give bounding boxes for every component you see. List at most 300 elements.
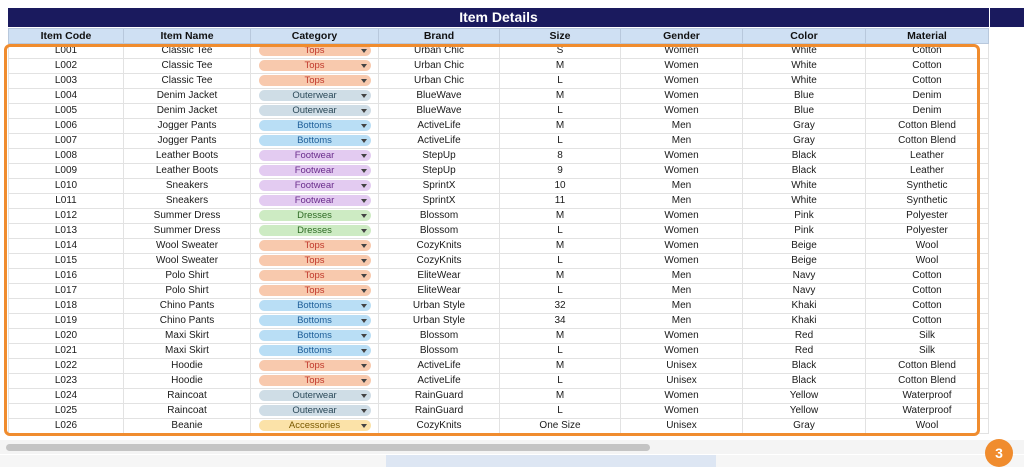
cell-item-code[interactable]: L014 [9, 239, 124, 254]
cell-item-code[interactable]: L018 [9, 299, 124, 314]
category-dropdown-chip[interactable] [259, 270, 371, 281]
cell-brand[interactable]: StepUp [379, 149, 500, 164]
cell-color[interactable]: White [743, 59, 866, 74]
cell-brand[interactable]: Urban Chic [379, 74, 500, 89]
cell-item-name[interactable]: Chino Pants [124, 299, 251, 314]
category-chip-label: Tops [304, 269, 325, 281]
cell-category[interactable] [251, 299, 379, 314]
category-dropdown-chip[interactable] [259, 45, 371, 56]
cell-size[interactable]: 9 [500, 164, 621, 179]
cell-item-name[interactable]: Jogger Pants [124, 119, 251, 134]
cell-size[interactable]: L [500, 254, 621, 269]
dropdown-arrow-icon[interactable] [361, 169, 367, 173]
cell-item-code[interactable]: L023 [9, 374, 124, 389]
cell-material[interactable]: Silk [866, 344, 989, 359]
cell-gender[interactable]: Men [621, 194, 743, 209]
cell-size[interactable]: M [500, 89, 621, 104]
cell-item-code[interactable]: L002 [9, 59, 124, 74]
dropdown-arrow-icon[interactable] [361, 184, 367, 188]
cell-item-name[interactable]: Polo Shirt [124, 284, 251, 299]
dropdown-arrow-icon[interactable] [361, 94, 367, 98]
category-dropdown-chip[interactable] [259, 195, 371, 206]
cell-brand[interactable]: Urban Chic [379, 44, 500, 59]
dropdown-arrow-icon[interactable] [361, 289, 367, 293]
cell-gender[interactable]: Women [621, 74, 743, 89]
cell-color[interactable]: Blue [743, 89, 866, 104]
cell-item-name[interactable]: Wool Sweater [124, 239, 251, 254]
cell-brand[interactable]: Blossom [379, 344, 500, 359]
cell-item-name[interactable]: Denim Jacket [124, 89, 251, 104]
cell-size[interactable]: M [500, 329, 621, 344]
cell-color[interactable]: Black [743, 164, 866, 179]
category-dropdown-chip[interactable] [259, 375, 371, 386]
cell-item-code[interactable]: L005 [9, 104, 124, 119]
cell-color[interactable]: White [743, 74, 866, 89]
cell-item-code[interactable]: L012 [9, 209, 124, 224]
dropdown-arrow-icon[interactable] [361, 319, 367, 323]
cell-item-code[interactable]: L017 [9, 284, 124, 299]
table-body [9, 44, 989, 434]
category-dropdown-chip[interactable] [259, 135, 371, 146]
category-dropdown-chip[interactable] [259, 90, 371, 101]
cell-gender[interactable]: Women [621, 404, 743, 419]
cell-category[interactable] [251, 209, 379, 224]
cell-color[interactable]: Blue [743, 104, 866, 119]
dropdown-arrow-icon[interactable] [361, 109, 367, 113]
dropdown-arrow-icon[interactable] [361, 274, 367, 278]
cell-size[interactable]: 11 [500, 194, 621, 209]
dropdown-arrow-icon[interactable] [361, 199, 367, 203]
cell-item-code[interactable]: L013 [9, 224, 124, 239]
category-chip-label: Bottoms [297, 329, 332, 341]
cell-item-name[interactable]: Classic Tee [124, 74, 251, 89]
cell-material[interactable]: Wool [866, 239, 989, 254]
cell-gender[interactable]: Unisex [621, 374, 743, 389]
cell-item-code[interactable]: L003 [9, 74, 124, 89]
category-dropdown-chip[interactable] [259, 105, 371, 116]
dropdown-arrow-icon[interactable] [361, 394, 367, 398]
dropdown-arrow-icon[interactable] [361, 229, 367, 233]
cell-material[interactable]: Synthetic [866, 194, 989, 209]
cell-item-code[interactable]: L010 [9, 179, 124, 194]
cell-item-code[interactable]: L020 [9, 329, 124, 344]
cell-item-name[interactable]: Classic Tee [124, 44, 251, 59]
header-material[interactable]: Material [866, 29, 989, 44]
cell-item-code[interactable]: L022 [9, 359, 124, 374]
cell-item-name[interactable]: Maxi Skirt [124, 329, 251, 344]
cell-material[interactable]: Cotton Blend [866, 359, 989, 374]
cell-gender[interactable]: Unisex [621, 419, 743, 434]
cell-item-code[interactable]: L001 [9, 44, 124, 59]
cell-brand[interactable]: Urban Chic [379, 59, 500, 74]
cell-size[interactable]: M [500, 119, 621, 134]
cell-gender[interactable]: Unisex [621, 359, 743, 374]
cell-size[interactable]: 10 [500, 179, 621, 194]
table-row [9, 209, 989, 224]
table-row [9, 389, 989, 404]
header-brand[interactable]: Brand [379, 29, 500, 44]
dropdown-arrow-icon[interactable] [361, 79, 367, 83]
cell-material[interactable]: Cotton [866, 74, 989, 89]
cell-brand[interactable]: EliteWear [379, 284, 500, 299]
cell-color[interactable]: Gray [743, 134, 866, 149]
cell-material[interactable]: Cotton [866, 299, 989, 314]
category-dropdown-chip[interactable] [259, 255, 371, 266]
cell-gender[interactable]: Women [621, 149, 743, 164]
cell-gender[interactable]: Women [621, 239, 743, 254]
cell-material[interactable]: Leather [866, 164, 989, 179]
cell-category[interactable] [251, 269, 379, 284]
table-row [9, 89, 989, 104]
header-size[interactable]: Size [500, 29, 621, 44]
cell-material[interactable]: Cotton [866, 314, 989, 329]
dropdown-arrow-icon[interactable] [361, 334, 367, 338]
cell-material[interactable]: Cotton Blend [866, 134, 989, 149]
cell-gender[interactable]: Men [621, 179, 743, 194]
cell-category[interactable] [251, 374, 379, 389]
cell-color[interactable]: Black [743, 374, 866, 389]
dropdown-arrow-icon[interactable] [361, 379, 367, 383]
cell-size[interactable]: M [500, 389, 621, 404]
cell-brand[interactable]: Urban Style [379, 299, 500, 314]
table-row [9, 179, 989, 194]
cell-item-name[interactable]: Wool Sweater [124, 254, 251, 269]
cell-brand[interactable]: ActiveLife [379, 359, 500, 374]
cell-category[interactable] [251, 224, 379, 239]
cell-gender[interactable]: Women [621, 254, 743, 269]
cell-item-name[interactable]: Raincoat [124, 389, 251, 404]
category-chip-label: Outerwear [292, 389, 337, 401]
cell-item-code[interactable]: L004 [9, 89, 124, 104]
cell-material[interactable]: Cotton [866, 44, 989, 59]
category-dropdown-chip[interactable] [259, 75, 371, 86]
header-color[interactable]: Color [743, 29, 866, 44]
category-dropdown-chip[interactable] [259, 300, 371, 311]
cell-size[interactable]: M [500, 269, 621, 284]
cell-brand[interactable]: ActiveLife [379, 134, 500, 149]
category-chip-label: Tops [304, 359, 325, 371]
cell-brand[interactable]: EliteWear [379, 269, 500, 284]
dropdown-arrow-icon[interactable] [361, 304, 367, 308]
cell-gender[interactable]: Men [621, 269, 743, 284]
cell-category[interactable] [251, 104, 379, 119]
cell-brand[interactable]: CozyKnits [379, 419, 500, 434]
dropdown-arrow-icon[interactable] [361, 124, 367, 128]
cell-item-code[interactable]: L025 [9, 404, 124, 419]
cell-material[interactable]: Wool [866, 419, 989, 434]
cell-item-name[interactable]: Summer Dress [124, 224, 251, 239]
category-dropdown-chip[interactable] [259, 315, 371, 326]
category-dropdown-chip[interactable] [259, 420, 371, 431]
category-chip-label: Bottoms [297, 134, 332, 146]
cell-size[interactable]: 8 [500, 149, 621, 164]
cell-category[interactable] [251, 284, 379, 299]
cell-item-code[interactable]: L021 [9, 344, 124, 359]
cell-category[interactable] [251, 179, 379, 194]
cell-category[interactable] [251, 254, 379, 269]
category-chip-label: Accessories [288, 419, 341, 431]
cell-size[interactable]: M [500, 359, 621, 374]
cell-item-name[interactable]: Hoodie [124, 374, 251, 389]
category-chip-label: Footwear [294, 179, 335, 191]
cell-category[interactable] [251, 329, 379, 344]
cell-size[interactable]: M [500, 59, 621, 74]
cell-gender[interactable]: Women [621, 44, 743, 59]
cell-item-code[interactable]: L009 [9, 164, 124, 179]
category-chip-label: Dresses [297, 209, 332, 221]
cell-brand[interactable]: CozyKnits [379, 239, 500, 254]
cell-brand[interactable]: Blossom [379, 209, 500, 224]
cell-material[interactable]: Cotton [866, 284, 989, 299]
category-dropdown-chip[interactable] [259, 60, 371, 71]
category-dropdown-chip[interactable] [259, 180, 371, 191]
cell-color[interactable]: White [743, 194, 866, 209]
cell-brand[interactable]: ActiveLife [379, 119, 500, 134]
category-dropdown-chip[interactable] [259, 345, 371, 356]
cell-material[interactable]: Polyester [866, 209, 989, 224]
cell-size[interactable]: S [500, 44, 621, 59]
cell-brand[interactable]: SprintX [379, 179, 500, 194]
cell-category[interactable] [251, 89, 379, 104]
dropdown-arrow-icon[interactable] [361, 259, 367, 263]
category-chip-label: Tops [304, 284, 325, 296]
dropdown-arrow-icon[interactable] [361, 364, 367, 368]
cell-color[interactable]: Gray [743, 119, 866, 134]
table-row [9, 119, 989, 134]
cell-category[interactable] [251, 194, 379, 209]
cell-category[interactable] [251, 119, 379, 134]
cell-item-name[interactable]: Leather Boots [124, 164, 251, 179]
category-dropdown-chip[interactable] [259, 165, 371, 176]
header-item-name[interactable]: Item Name [124, 29, 251, 44]
cell-item-code[interactable]: L015 [9, 254, 124, 269]
cell-brand[interactable]: ActiveLife [379, 374, 500, 389]
cell-size[interactable]: L [500, 404, 621, 419]
category-chip-label: Bottoms [297, 314, 332, 326]
cell-color[interactable]: Black [743, 149, 866, 164]
cell-gender[interactable]: Men [621, 119, 743, 134]
cell-size[interactable]: 32 [500, 299, 621, 314]
cell-gender[interactable]: Women [621, 389, 743, 404]
cell-color[interactable]: Pink [743, 224, 866, 239]
cell-brand[interactable]: Blossom [379, 329, 500, 344]
cell-material[interactable]: Cotton [866, 59, 989, 74]
cell-size[interactable]: L [500, 134, 621, 149]
cell-item-name[interactable]: Maxi Skirt [124, 344, 251, 359]
cell-category[interactable] [251, 404, 379, 419]
cell-brand[interactable]: Urban Style [379, 314, 500, 329]
cell-gender[interactable]: Men [621, 314, 743, 329]
cell-brand[interactable]: StepUp [379, 164, 500, 179]
cell-gender[interactable]: Women [621, 89, 743, 104]
category-dropdown-chip[interactable] [259, 150, 371, 161]
table-row [9, 284, 989, 299]
cell-item-code[interactable]: L016 [9, 269, 124, 284]
cell-size[interactable]: L [500, 344, 621, 359]
header-category[interactable]: Category [251, 29, 379, 44]
cell-category[interactable] [251, 134, 379, 149]
cell-size[interactable]: M [500, 209, 621, 224]
category-dropdown-chip[interactable] [259, 330, 371, 341]
cell-brand[interactable]: RainGuard [379, 404, 500, 419]
sheet-tab[interactable] [386, 455, 716, 467]
cell-category[interactable] [251, 314, 379, 329]
cell-color[interactable]: Yellow [743, 404, 866, 419]
cell-item-name[interactable]: Polo Shirt [124, 269, 251, 284]
cell-category[interactable] [251, 164, 379, 179]
cell-category[interactable] [251, 149, 379, 164]
cell-item-name[interactable]: Chino Pants [124, 314, 251, 329]
cell-item-name[interactable]: Jogger Pants [124, 134, 251, 149]
category-chip-label: Tops [304, 239, 325, 251]
category-chip-label: Outerwear [292, 404, 337, 416]
banner-extension [990, 8, 1024, 27]
cell-color[interactable]: Navy [743, 269, 866, 284]
cell-item-code[interactable]: L026 [9, 419, 124, 434]
header-item-code[interactable]: Item Code [9, 29, 124, 44]
cell-category[interactable] [251, 74, 379, 89]
dropdown-arrow-icon[interactable] [361, 349, 367, 353]
dropdown-arrow-icon[interactable] [361, 139, 367, 143]
dropdown-arrow-icon[interactable] [361, 154, 367, 158]
cell-gender[interactable]: Women [621, 344, 743, 359]
cell-color[interactable]: Red [743, 344, 866, 359]
cell-material[interactable]: Polyester [866, 224, 989, 239]
cell-gender[interactable]: Women [621, 59, 743, 74]
cell-material[interactable]: Cotton [866, 269, 989, 284]
cell-material[interactable]: Denim [866, 89, 989, 104]
cell-gender[interactable]: Men [621, 134, 743, 149]
cell-color[interactable]: Khaki [743, 299, 866, 314]
table-row [9, 44, 989, 59]
header-row [9, 29, 989, 44]
cell-brand[interactable]: BlueWave [379, 89, 500, 104]
cell-item-name[interactable]: Raincoat [124, 404, 251, 419]
cell-size[interactable]: L [500, 104, 621, 119]
cell-category[interactable] [251, 359, 379, 374]
dropdown-arrow-icon[interactable] [361, 49, 367, 53]
category-dropdown-chip[interactable] [259, 390, 371, 401]
cell-item-code[interactable]: L011 [9, 194, 124, 209]
cell-material[interactable]: Leather [866, 149, 989, 164]
cell-size[interactable]: L [500, 74, 621, 89]
cell-gender[interactable]: Men [621, 299, 743, 314]
dropdown-arrow-icon[interactable] [361, 214, 367, 218]
cell-item-code[interactable]: L006 [9, 119, 124, 134]
cell-category[interactable] [251, 239, 379, 254]
category-dropdown-chip[interactable] [259, 360, 371, 371]
cell-gender[interactable]: Women [621, 329, 743, 344]
category-chip-label: Tops [304, 374, 325, 386]
cell-color[interactable]: Navy [743, 284, 866, 299]
cell-gender[interactable]: Women [621, 104, 743, 119]
cell-size[interactable]: L [500, 284, 621, 299]
cell-gender[interactable]: Women [621, 164, 743, 179]
category-dropdown-chip[interactable] [259, 405, 371, 416]
cell-color[interactable]: White [743, 44, 866, 59]
dropdown-arrow-icon[interactable] [361, 424, 367, 428]
cell-item-name[interactable]: Beanie [124, 419, 251, 434]
category-dropdown-chip[interactable] [259, 285, 371, 296]
cell-brand[interactable]: CozyKnits [379, 254, 500, 269]
cell-gender[interactable]: Women [621, 209, 743, 224]
cell-item-code[interactable]: L007 [9, 134, 124, 149]
cell-color[interactable]: Beige [743, 239, 866, 254]
category-chip-label: Tops [304, 44, 325, 56]
table-row [9, 224, 989, 239]
cell-category[interactable] [251, 389, 379, 404]
category-dropdown-chip[interactable] [259, 210, 371, 221]
cell-item-name[interactable]: Sneakers [124, 194, 251, 209]
cell-color[interactable]: Red [743, 329, 866, 344]
cell-brand[interactable]: BlueWave [379, 104, 500, 119]
category-chip-label: Footwear [294, 194, 335, 206]
cell-item-name[interactable]: Leather Boots [124, 149, 251, 164]
cell-item-name[interactable]: Sneakers [124, 179, 251, 194]
cell-item-code[interactable]: L008 [9, 149, 124, 164]
cell-category[interactable] [251, 419, 379, 434]
horizontal-scrollbar-thumb[interactable] [6, 444, 650, 451]
cell-material[interactable]: Cotton Blend [866, 374, 989, 389]
cell-item-code[interactable]: L019 [9, 314, 124, 329]
cell-color[interactable]: Black [743, 359, 866, 374]
dropdown-arrow-icon[interactable] [361, 64, 367, 68]
cell-brand[interactable]: Blossom [379, 224, 500, 239]
cell-category[interactable] [251, 344, 379, 359]
category-dropdown-chip[interactable] [259, 225, 371, 236]
cell-material[interactable]: Denim [866, 104, 989, 119]
category-dropdown-chip[interactable] [259, 120, 371, 131]
cell-size[interactable]: L [500, 224, 621, 239]
cell-item-name[interactable]: Denim Jacket [124, 104, 251, 119]
cell-size[interactable]: One Size [500, 419, 621, 434]
dropdown-arrow-icon[interactable] [361, 409, 367, 413]
category-chip-label: Tops [304, 59, 325, 71]
cell-brand[interactable]: SprintX [379, 194, 500, 209]
cell-item-name[interactable]: Classic Tee [124, 59, 251, 74]
cell-material[interactable]: Silk [866, 329, 989, 344]
cell-color[interactable]: Pink [743, 209, 866, 224]
cell-size[interactable]: M [500, 239, 621, 254]
cell-item-name[interactable]: Summer Dress [124, 209, 251, 224]
cell-material[interactable]: Waterproof [866, 389, 989, 404]
cell-color[interactable]: White [743, 179, 866, 194]
cell-material[interactable]: Wool [866, 254, 989, 269]
cell-color[interactable]: Khaki [743, 314, 866, 329]
cell-size[interactable]: L [500, 374, 621, 389]
cell-item-code[interactable]: L024 [9, 389, 124, 404]
cell-material[interactable]: Cotton Blend [866, 119, 989, 134]
cell-brand[interactable]: RainGuard [379, 389, 500, 404]
cell-gender[interactable]: Men [621, 284, 743, 299]
cell-gender[interactable]: Women [621, 224, 743, 239]
cell-size[interactable]: 34 [500, 314, 621, 329]
cell-color[interactable]: Gray [743, 419, 866, 434]
header-gender[interactable]: Gender [621, 29, 743, 44]
cell-color[interactable]: Yellow [743, 389, 866, 404]
category-dropdown-chip[interactable] [259, 240, 371, 251]
cell-category[interactable] [251, 44, 379, 59]
table-row [9, 134, 989, 149]
cell-item-name[interactable]: Hoodie [124, 359, 251, 374]
dropdown-arrow-icon[interactable] [361, 244, 367, 248]
cell-color[interactable]: Beige [743, 254, 866, 269]
cell-material[interactable]: Waterproof [866, 404, 989, 419]
cell-category[interactable] [251, 59, 379, 74]
table-row [9, 239, 989, 254]
table-row [9, 149, 989, 164]
cell-material[interactable]: Synthetic [866, 179, 989, 194]
